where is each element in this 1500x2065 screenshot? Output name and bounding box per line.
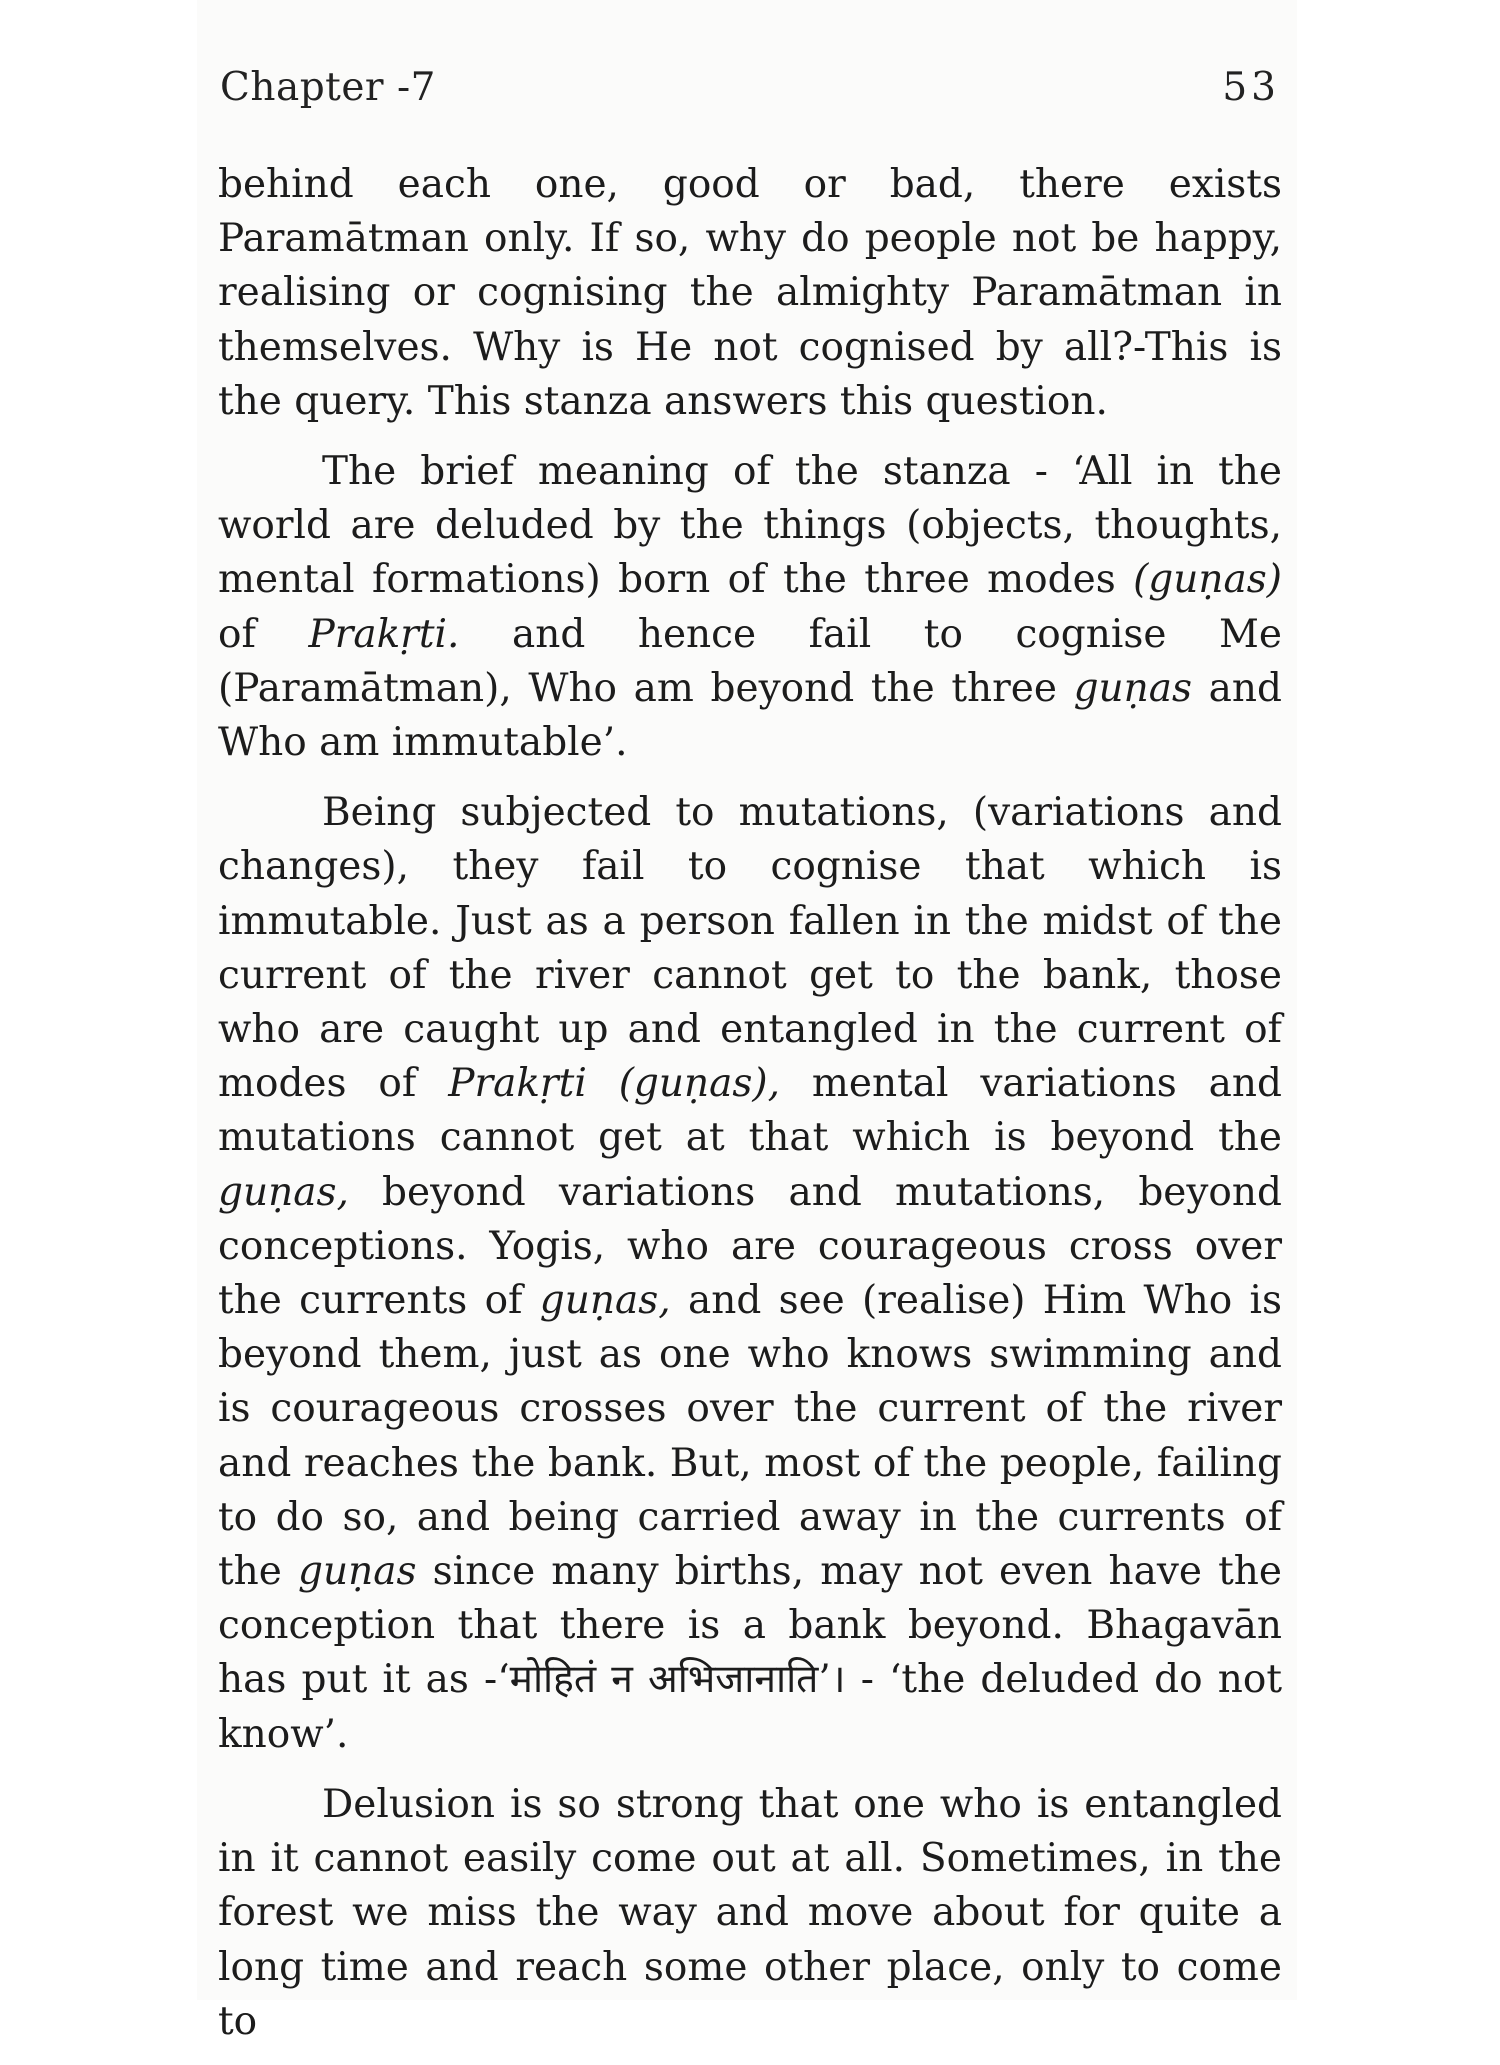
page-header — [220, 58, 1280, 118]
body-text — [218, 158, 1282, 2065]
term-gunas: guṇas, — [539, 1278, 671, 1324]
term-prakrti: Prakṛti. — [308, 611, 460, 657]
term-prakrti-gunas: Prakṛti (guṇas), — [448, 1061, 780, 1107]
term-gunas: guṇas — [1073, 665, 1193, 711]
paragraph-3: Being subjected to mutations, (variations and changes), they fail to cognise that which is immutable. Just as a person fallen in the midst of the current of the river cannot get to the bank, those who are caught up and entangled in the current of modes of Prakṛti (guṇas), mental variations and mutations cannot get at that which is beyond the guṇas, beyond variations and mutations, beyond conceptions. Yogis, who are courageous cross over the currents of guṇas, and see (realise) Him Who is beyond them, just as one who knows swimming and is courageous crosses over the current of the river and reaches the bank. But, most of the people, failing to do so, and being carried away in the currents of the guṇas since many births, may not even have the conception that there is a bank beyond. Bhagavān has put it as -‘मोहितं न अभिजानाति’। - ‘the deluded do not know’. — [218, 790, 1282, 1757]
term-gunas: guṇas — [298, 1549, 417, 1595]
paragraph-1: behind each one, good or bad, there exists Paramātman only. If so, why do people not be happy, realising or cognising the almighty Paramātman in themselves. Why is He not cognised by all?-This is the query. This stanza answers this question. — [218, 162, 1282, 424]
paragraph-2: The brief meaning of the stanza - ‘All in the world are deluded by the things (objects, thoughts, mental formations) born of the three modes (guṇas) of Prakṛti. and hence fail to cognise Me (Paramātman), Who am beyond the three guṇas and Who am immutable’. — [218, 449, 1283, 766]
term-gunas: (guṇas) — [1133, 557, 1282, 603]
page-number: 53 — [1222, 65, 1280, 110]
term-gunas: guṇas, — [218, 1169, 349, 1215]
paragraph-4: Delusion is so strong that one who is entangled in it cannot easily come out at all. Sometimes, in the forest we miss the way and move about for quite a long time and reach some other place, only to come to — [218, 1781, 1282, 2044]
chapter-title: Chapter -7 — [220, 65, 436, 110]
